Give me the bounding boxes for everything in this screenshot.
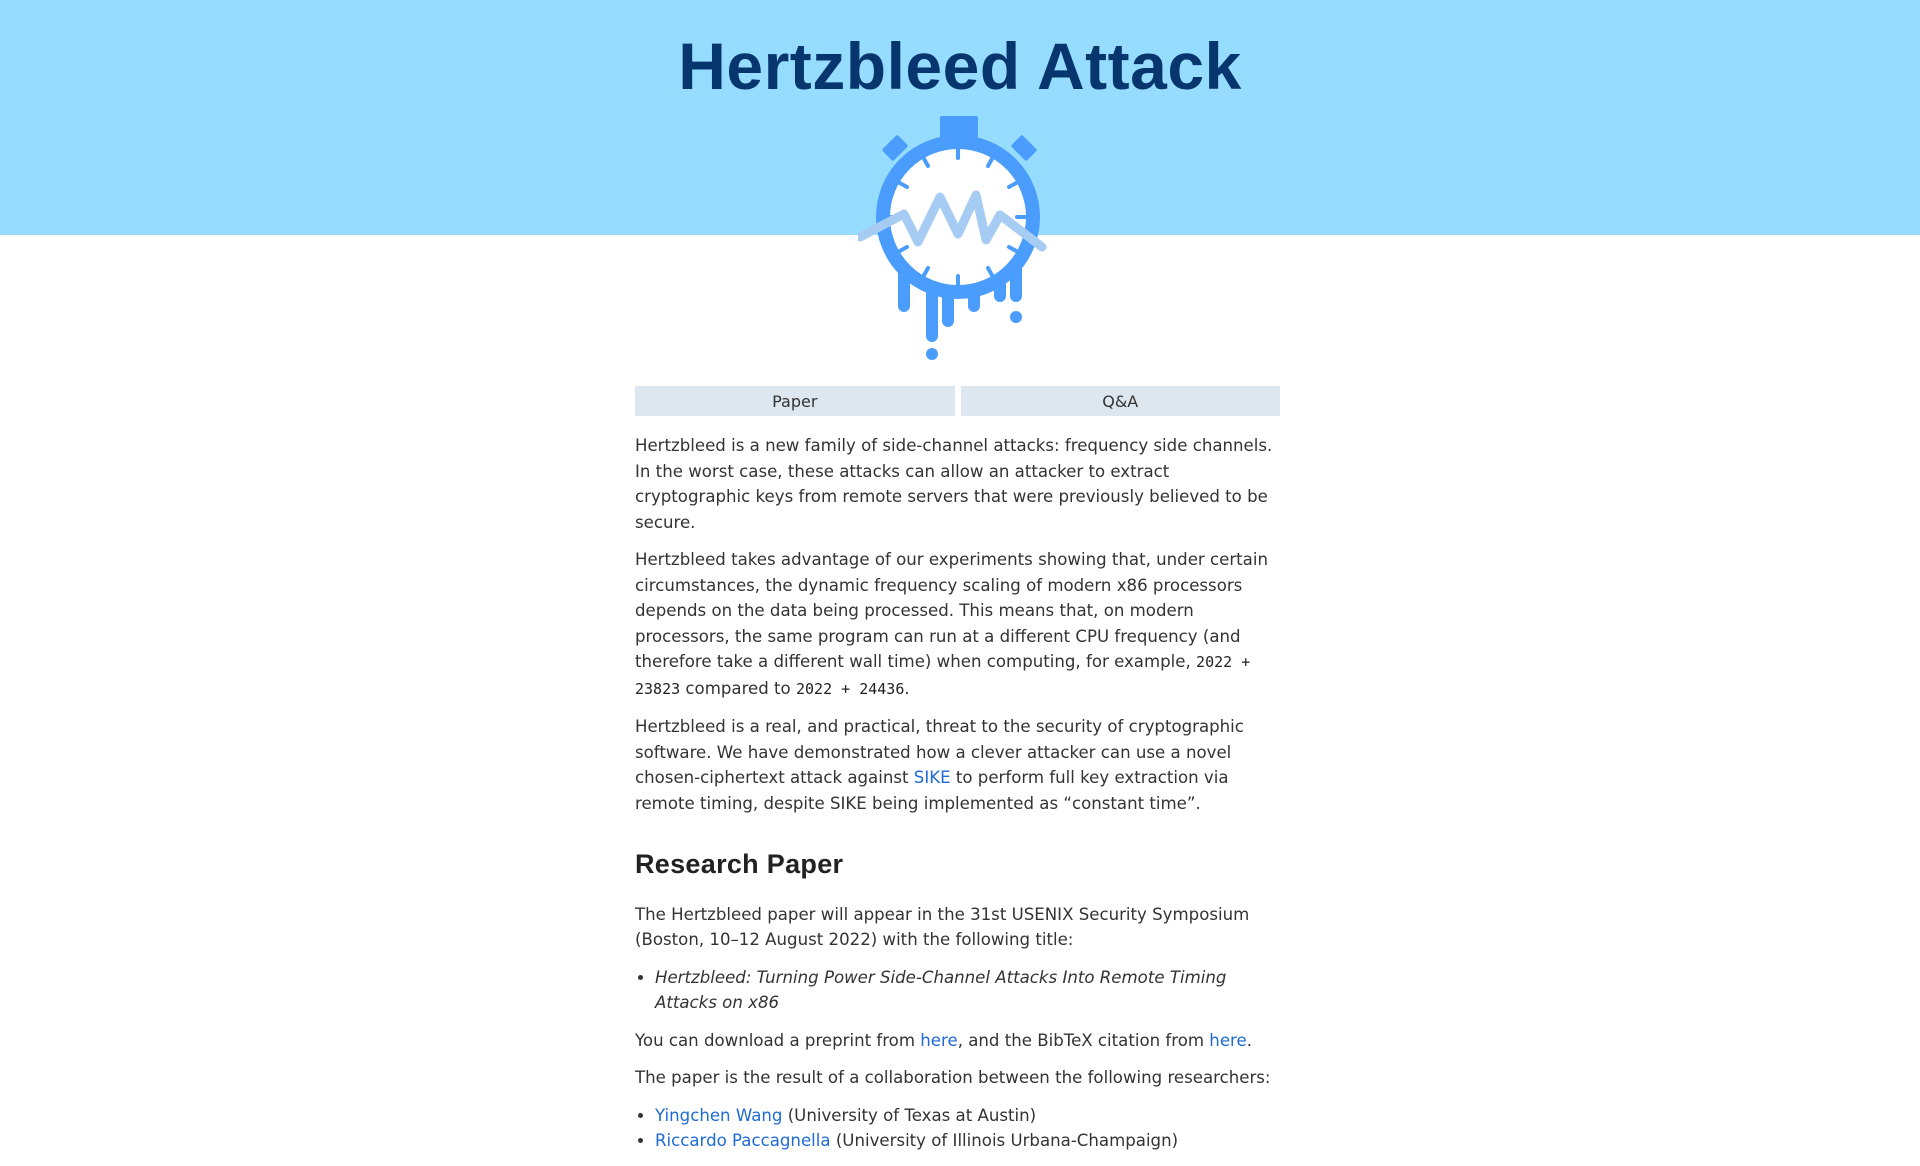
researcher-item — [655, 1128, 1285, 1154]
researcher-affiliation: (University of Illinois Urbana-Champaign) — [830, 1131, 1179, 1150]
intro-paragraph-2 — [635, 547, 1285, 702]
intro-p2-end: . — [904, 678, 910, 698]
intro-paragraph-1: Hertzbleed is a new family of side-channel attacks: frequency side channels. In the worst case, these attacks can allow an attacker to extract cryptographic keys from remote servers that were previously believed to be secure. — [635, 436, 1273, 532]
intro-p3-text: Hertzbleed is a real, and practical, threat to the security of cryptographic software. We have demonstrated how a clever attacker can use a novel chosen-ciphertext attack against — [635, 717, 1244, 787]
download-text: You can download a preprint from — [635, 1030, 921, 1050]
code-example-1: 2022 + 23823 — [635, 653, 1251, 698]
intro-p2-text: Hertzbleed takes advantage of our experiments showing that, under certain circumstances, the dynamic frequency scaling of modern x86 processors depends on the data being processed. This means that, on modern processors, the same program can run at a different CPU frequency (and therefore take a different wall time) when computing, for example, — [635, 550, 1268, 671]
researcher-affiliation: (University of Texas at Austin) — [782, 1105, 1037, 1125]
tab-paper[interactable]: Paper — [635, 386, 955, 416]
research-paper-heading: Research Paper — [635, 849, 844, 879]
paper-title: • Hertzbleed: Turning Power Side-Channel Attacks Into Remote Timing Attacks on x86 — [655, 965, 1285, 1016]
sike-link[interactable]: SIKE — [913, 768, 951, 787]
paper-title-list — [635, 965, 1285, 1016]
tab-bar — [635, 386, 1280, 416]
site-title: Hertzbleed Attack — [678, 29, 1242, 103]
stopwatch-melting-waveform-icon — [858, 112, 1048, 362]
collaboration-paragraph: The paper is the result of a collaboration between the following researchers: — [635, 1068, 1271, 1087]
preprint-link[interactable]: here — [920, 1030, 958, 1050]
research-paragraph-1: The Hertzbleed paper will appear in the 31st USENIX Security Symposium (Boston, 10–12 August 2022) with the following title: — [635, 904, 1250, 949]
intro-p3-end: to perform full key extraction via remote timing, despite SIKE being implemented as “constant time”. — [635, 768, 1229, 813]
researcher-item — [655, 1103, 1285, 1129]
code-example-2: 2022 + 24436 — [795, 679, 905, 698]
download-mid: , and the BibTeX citation from — [957, 1030, 1210, 1050]
download-end: . — [1246, 1030, 1252, 1050]
main-content — [635, 433, 1285, 1166]
researcher-list — [635, 1103, 1285, 1154]
bibtex-link[interactable]: here — [1209, 1030, 1247, 1050]
researcher-link[interactable]: Riccardo Paccagnella — [655, 1131, 831, 1150]
download-paragraph — [635, 1028, 1285, 1054]
tab-qa[interactable]: Q&A — [961, 386, 1281, 416]
intro-p2-mid: compared to — [680, 678, 796, 698]
intro-paragraph-3 — [635, 714, 1285, 816]
researcher-link[interactable]: Yingchen Wang — [655, 1105, 783, 1125]
